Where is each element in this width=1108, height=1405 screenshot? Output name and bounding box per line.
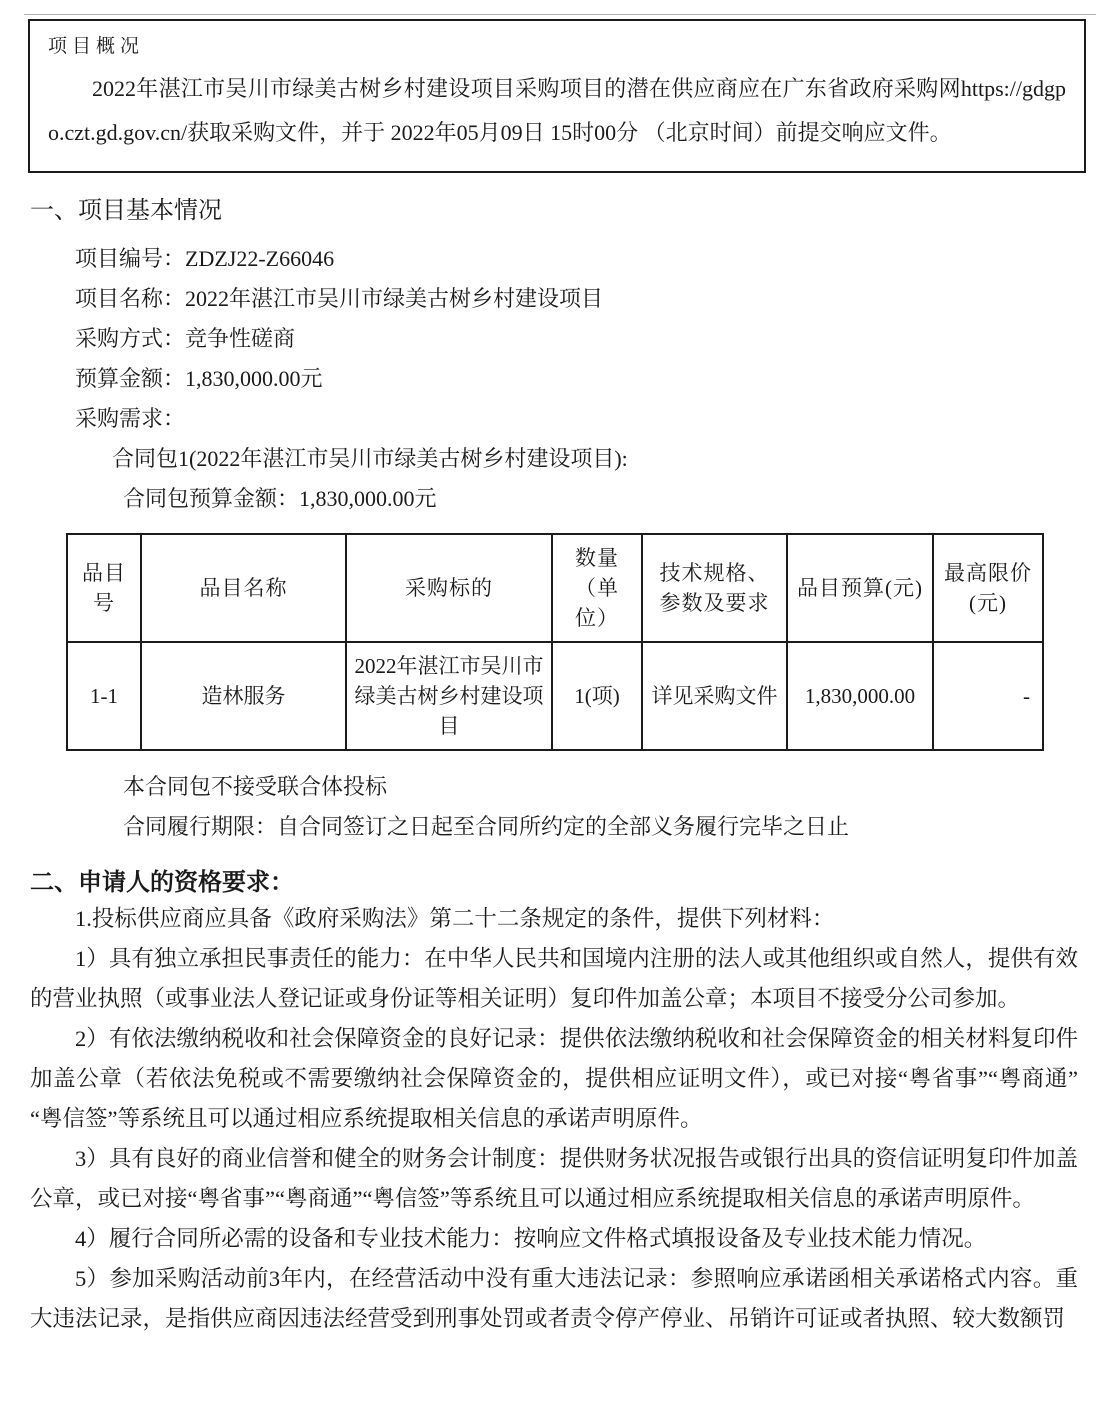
field-project-number bbox=[75, 239, 1078, 279]
section1-heading: 一、项目基本情况 bbox=[30, 198, 222, 224]
col-header-tech-specs: 技术规格、参数及要求 bbox=[642, 534, 787, 642]
qualification-item5-paragraph: 5）参加采购活动前3年内，在经营活动中没有重大违法记录：参照响应承诺函相关承诺格式内容。重大违法记录，是指供应商因违法经营受到刑事处罚或者责令停产停业、吊销许可证或者执照、较大数额罚 bbox=[30, 1266, 1078, 1331]
col-header-quantity-unit: 数量（单位） bbox=[552, 534, 642, 642]
field-budget-amount-value: 1,830,000.00元 bbox=[185, 366, 323, 391]
qualification-item1-paragraph: 1）具有独立承担民事责任的能力：在中华人民共和国境内注册的法人或其他组织或自然人，提供有效的营业执照（或事业法人登记证或身份证等相关证明）复印件加盖公章；本项目不接受分公司参加。 bbox=[30, 946, 1078, 1011]
field-project-number-value: ZDZJ22-Z66046 bbox=[185, 246, 335, 271]
field-procurement-method bbox=[75, 319, 1078, 359]
cell-price-cap: - bbox=[933, 642, 1043, 750]
col-header-item-no: 品目号 bbox=[67, 534, 141, 642]
overview-label: 项目概况 bbox=[48, 36, 145, 57]
project-overview-box bbox=[28, 19, 1086, 173]
items-table-header-row bbox=[67, 534, 1043, 642]
qualification-intro-paragraph: 1.投标供应商应具备《政府采购法》第二十二条规定的条件，提供下列材料： bbox=[75, 906, 835, 931]
field-procurement-method-label: 采购方式： bbox=[75, 326, 186, 351]
contract-package-budget-value: 1,830,000.00元 bbox=[299, 486, 437, 511]
section2-heading: 二、申请人的资格要求： bbox=[30, 870, 294, 896]
cell-quantity-unit: 1(项) bbox=[552, 642, 642, 750]
contract-package-title: 合同包1(2022年湛江市吴川市绿美古树乡村建设项目): bbox=[112, 446, 628, 471]
note-no-consortium: 本合同包不接受联合体投标 bbox=[123, 774, 388, 799]
qualification-item3-paragraph: 3）具有良好的商业信誉和健全的财务会计制度：提供财务状况报告或银行出具的资信证明复印件加盖公章，或已对接“粤省事”“粤商通”“粤信签”等系统且可以通过相应系统提取相关信息的承诺声明原件。 bbox=[30, 1146, 1078, 1211]
procurement-announcement-page bbox=[0, 14, 1108, 1405]
items-table-row bbox=[67, 642, 1043, 750]
field-project-name-label: 项目名称： bbox=[75, 286, 186, 311]
col-header-item-budget: 品目预算(元) bbox=[787, 534, 933, 642]
cell-item-name: 造林服务 bbox=[141, 642, 346, 750]
field-project-number-label: 项目编号： bbox=[75, 246, 186, 271]
field-project-name-value: 2022年湛江市吴川市绿美古树乡村建设项目 bbox=[185, 286, 604, 311]
field-budget-amount-label: 预算金额： bbox=[75, 366, 186, 391]
field-procurement-demand-label: 采购需求： bbox=[75, 406, 186, 431]
overview-paragraph: 2022年湛江市吴川市绿美古树乡村建设项目采购项目的潜在供应商应在广东省政府采购网https://gdgpo.czt.gd.gov.cn/获取采购文件，并于 2022年05月09日 15时00分 （北京时间）前提交响应文件。 bbox=[48, 76, 1066, 145]
field-procurement-method-value: 竞争性磋商 bbox=[185, 326, 296, 351]
contract-package-budget-label: 合同包预算金额： bbox=[123, 486, 300, 511]
qualification-item4-paragraph: 4）履行合同所必需的设备和专业技术能力：按响应文件格式填报设备及专业技术能力情况。 bbox=[75, 1226, 987, 1251]
cell-procurement-subject: 2022年湛江市吴川市绿美古树乡村建设项目 bbox=[346, 642, 552, 750]
field-project-name bbox=[75, 279, 1078, 319]
cell-item-budget: 1,830,000.00 bbox=[787, 642, 933, 750]
col-header-item-name: 品目名称 bbox=[141, 534, 346, 642]
contract-package-budget bbox=[123, 479, 1078, 519]
page-top-divider bbox=[24, 14, 1096, 15]
col-header-price-cap: 最高限价(元) bbox=[933, 534, 1043, 642]
document-body bbox=[0, 195, 1108, 1339]
qualification-item2-paragraph: 2）有依法缴纳税收和社会保障资金的良好记录：提供依法缴纳税收和社会保障资金的相关材料复印件加盖公章（若依法免税或不需要缴纳社会保障资金的，提供相应证明文件），或已对接“粤省事”“粤商通”“粤信签”等系统且可以通过相应系统提取相关信息的承诺声明原件。 bbox=[30, 1026, 1078, 1131]
col-header-procurement-subject: 采购标的 bbox=[346, 534, 552, 642]
project-fields bbox=[75, 239, 1078, 439]
cell-item-no: 1-1 bbox=[67, 642, 141, 750]
field-budget-amount bbox=[75, 359, 1078, 399]
procurement-items-table bbox=[66, 533, 1044, 751]
cell-tech-specs: 详见采购文件 bbox=[642, 642, 787, 750]
note-contract-term: 合同履行期限：自合同签订之日起至合同所约定的全部义务履行完毕之日止 bbox=[123, 814, 850, 839]
field-procurement-demand bbox=[75, 399, 1078, 439]
